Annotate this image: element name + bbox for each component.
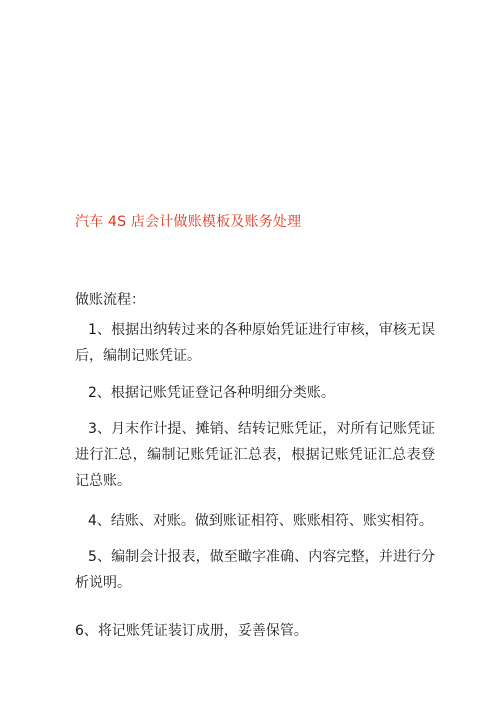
paragraph-step-5: 5、编制会计报表，做至瞰字准确、内容完整，并进行分析说明。: [75, 549, 435, 591]
paragraph-step-1: 1、根据出纳转过来的各种原始凭证进行审核，审核无误后，编制记账凭证。: [75, 322, 435, 364]
paragraph-step-2: 2、根据记账凭证登记各种明细分类账。: [88, 385, 335, 401]
paragraph-step-6: 6、将记账凭证装订成册，妥善保管。: [75, 623, 308, 639]
paragraph-step-3: 3、月末作计提、摊销、结转记账凭证，对所有记账凭证进行汇总，编制记账凭证汇总表，根据记账凭证汇总表登记总账。: [75, 421, 435, 489]
section-heading: 做账流程：: [75, 292, 145, 308]
document-title: 汽车 4S 店会计做账模板及账务处理: [75, 214, 302, 230]
paragraph-step-4: 4、结账、对账。做到账证相符、账账相符、账实相符。: [88, 513, 433, 529]
